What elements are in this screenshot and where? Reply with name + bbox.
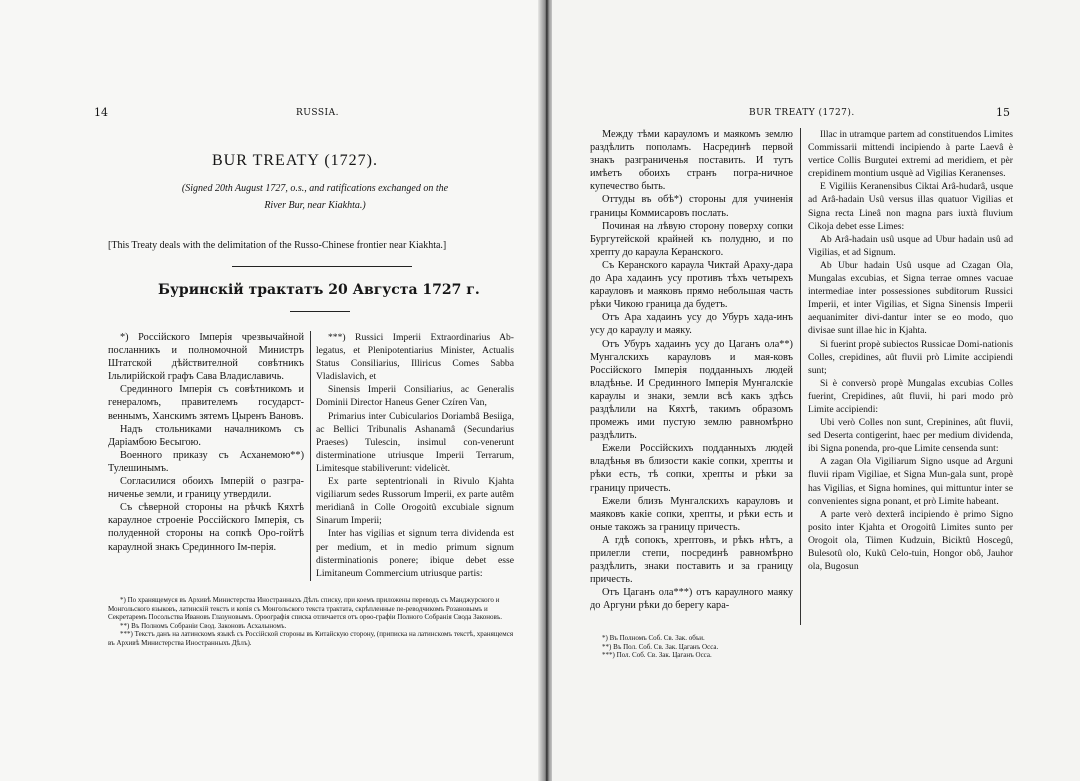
latin-column-right bbox=[808, 128, 1013, 573]
page-number-right: 15 bbox=[996, 106, 1010, 119]
footnotes-right bbox=[590, 634, 793, 660]
footnote: ***) Пол. Соб. Св. Зак. Цаганъ Осса. bbox=[602, 651, 712, 659]
russian-paragraph: Съ сѣверной стороны на рѣчкѣ Кяхтѣ караулное строеніе Россійского Імперія, съ полуденной стороны на сопкѣ Оро-гойтѣ караулной знакъ Срединного Ім-перія. bbox=[108, 502, 304, 553]
russian-paragraph: А гдѣ сопокъ, хрептовъ, и рѣкъ нѣтъ, а прилегли степи, посрединѣ равномѣрно раздѣлить, знаки поставить и за границу причесть. bbox=[590, 534, 793, 586]
footnote: *) По хранящемуся въ Архивѣ Министерства Иностранныхъ Дѣлъ списку, при коемъ приложены переводъ съ Манджурского и Монгольского языковъ, латинскій текстъ и копія съ Монгольского текста трактата, скрѣпленные пе-реводчикомъ Розановымъ и Секретаремъ Посольства Ивановъ Глазуновымъ. Орѳографія списка отличается отъ орѳо-графіи Полного Собранія Свода Законовъ. bbox=[108, 596, 503, 621]
footnote: **) Въ Пол. Соб. Св. Зак. Цаганъ Осса. bbox=[602, 642, 719, 651]
right-page bbox=[552, 0, 1080, 781]
latin-paragraph: Si fuerint propè subiectos Russicae Domi-nationis Colles, crepidines, aût fluvii prò Limite accipiendi sunt; bbox=[808, 338, 1013, 376]
short-rule bbox=[290, 311, 350, 312]
latin-paragraph: Illac in utramque partem ad constituendos Limites Commissarii mittendi incipiendo à parte Laevâ è vertice Collis Burgutei extremi ad meridiem, et pèr crepidinem montium usquè ad Vigilias Keranenses. bbox=[808, 129, 1013, 180]
russian-paragraph: Срединного Імперія съ совѣтникомъ и генераломъ, правителемъ государст-веннымъ, Ханскимъ зятемъ Цыренъ Вановъ. bbox=[108, 384, 304, 422]
latin-paragraph: A zagan Ola Vigiliarum Signo usque ad Arguni fluvii ripam Vigiliae, et Signa Mun-gala sunt, propè has Vigilias, et Signa homines, qui mittuntur inter se convenientes signa ponant, et prò Limite habeant. bbox=[808, 456, 1013, 507]
latin-paragraph: E Vigiliis Keranensibus Ciktai Arâ-hudarâ, usque ad Arâ-hadain Usû versus illas quatuor Vigilias et Signa recta Lineâ non magna pars iuxtà fluvium Cikoja debet esse Limes: bbox=[808, 181, 1013, 232]
bracket-note: [This Treaty deals with the delimitation of the Russo-Chinese frontier near Kiakhta.] bbox=[108, 240, 447, 251]
latin-column-left bbox=[316, 331, 514, 580]
title-rule bbox=[232, 266, 412, 267]
latin-paragraph: Ex parte septentrionali in Rivulo Kjahta vigiliarum sedes Russorum Imperii, ex parte autêm meridianâ in Colle Orogoitû excubiale signum Sinarum Imperii; bbox=[316, 476, 514, 527]
russian-column-right bbox=[590, 128, 793, 612]
footnote: **) Въ Полномъ Собраніи Свод. Законовъ Асхалыномъ. bbox=[120, 621, 287, 630]
latin-paragraph: ***) Russici Imperii Extraordinarius Ab-legatus, et Plenipotentiarius Minister, Actualis Status Consiliarius, Illiricus Comes Sabba Vladislavich, et bbox=[316, 332, 514, 383]
russian-paragraph: Надъ стольниками началникомъ съ Даріамбою Бесыгою. bbox=[108, 423, 304, 448]
latin-paragraph: Ab Arâ-hadain usû usque ad Ubur hadain usû ad Vigilias, et ad Signum. bbox=[808, 233, 1013, 258]
russian-title: Буринскій трактатъ 20 Августа 1727 г. bbox=[158, 282, 480, 298]
treaty-subtitle bbox=[120, 180, 510, 214]
latin-paragraph: Ab Ubur hadain Usû usque ad Czagan Ola, Mungalas excubias, et Signa terrae omnes vacuae intermediae inter possessiones subditorum Russici Imperii, et inter Vigilias, et Signa Sinensis Imperii aequanimiter divi-dantur inter se eo modo, quo divisae sunt illae hic in Kjahta. bbox=[808, 259, 1013, 337]
russian-paragraph: Ежели Россійскихъ подданныхъ людей владѣнья въ близости какіе сопки, хрепты и рѣки есть, тѣ сопки, хрепты и рѣки за границу причесть. bbox=[590, 443, 793, 494]
footnotes-left bbox=[108, 596, 514, 647]
column-divider-left bbox=[310, 331, 311, 581]
running-head-left: RUSSIA. bbox=[296, 108, 339, 118]
latin-paragraph: Si è conversò propè Mungalas excubias Colles fuerint, Crepidines, aût fluvii, hi pari modo prò Limite accipiendi: bbox=[808, 377, 1013, 415]
russian-paragraph: Оттуды въ обѣ*) стороны для учиненія границы Коммисаровъ послать. bbox=[590, 194, 793, 219]
russian-paragraph: *) Россійского Імперія чрезвычайной посланникъ и полномочной Министръ Штатской дѣйствителной совѣтникъ Ільлирійской графъ Сава Владиславичь. bbox=[108, 332, 304, 383]
russian-paragraph: Отъ Убуръ хадаинъ усу до Цаганъ ола**) Мунгалскихъ карауловъ и мая-ковъ Россійского Імперія подданныхъ людей владѣнье. И Срединного Імперія Мунгалскіе караулы и знаки, земли всѣ какъ здѣсь раздѣлили на Кяхтѣ, такимъ образомъ промежъ ими пустую землю равномѣрно раздѣлить. bbox=[590, 338, 793, 442]
russian-paragraph: Между тѣми карауломъ и маякомъ землю раздѣлить пополамъ. Насрединѣ первой знакъ разграниченья поставить. И тутъ имѣетъ обоихъ странъ погра-ничное купечество быть. bbox=[590, 129, 793, 193]
russian-paragraph: Отъ Цаганъ ола***) отъ караулного маяку до Аргуни рѣки до берегу кара- bbox=[590, 587, 793, 612]
latin-paragraph: Inter has vigilias et signum terra dividenda est per medium, et in medio primum signum disterminationis ponere; ibique debet esse Limitaneum Commercium utriusque partis: bbox=[316, 528, 514, 579]
latin-paragraph: Sinensis Imperii Consiliarius, ac Generalis Dominii Director Haneus Gener Czíren Van, bbox=[316, 384, 514, 409]
treaty-title: BUR TREATY (1727). bbox=[212, 152, 378, 169]
subtitle-line-2: River Bur, near Kiakhta.) bbox=[264, 200, 366, 211]
russian-paragraph: Ежели близъ Мунгалскихъ карауловъ и маяковъ какіе сопки, хрепты, и рѣки есть и оные такожъ за границу причесть. bbox=[590, 495, 793, 533]
footnote: ***) Текстъ данъ на латинскомъ языкѣ съ Россійской стороны въ Китайскую сторону, (приписка на латинскомъ текстѣ, хранящемся въ Архивѣ Министерства Иностранныхъ Дѣлъ). bbox=[108, 630, 514, 647]
latin-paragraph: A parte verò dexterâ incipiendo è primo Signo posito inter Kjahta et Orogoitû Limites sunto per Orogoit ola, Tiimen Kudzuin, Biciktû Hoscegû, Bulesotû olo, Kukû Celo-tuin, Hongor obô, Jauhor ola, Bugosun bbox=[808, 508, 1013, 573]
russian-paragraph: Военного приказу съ Асханемою**) Тулешинымъ. bbox=[108, 449, 304, 474]
russian-paragraph: Отъ Ара хадаинъ усу до Убуръ хада-инъ усу до караулу и маяку. bbox=[590, 312, 793, 337]
russian-paragraph: Починая на лѣвую сторону поверху сопки Бургутейской крайней къ полудню, и по хрепту до караула Керанского. bbox=[590, 220, 793, 258]
column-divider-right bbox=[800, 128, 801, 625]
latin-paragraph: Primarius inter Cubicularios Doriambâ Besiiga, ac Bellici Tribunalis Ashanamâ (Secundarius Praeses) Tulescin, insimul con-venerunt disterminatione utriusque Imperii Terrarum, Limitesque stabiliverunt: videlicèt. bbox=[316, 410, 514, 474]
page-number-left: 14 bbox=[94, 106, 108, 119]
russian-column-left bbox=[108, 331, 304, 554]
russian-paragraph: Съ Керанского караула Чиктай Араху-дара до Ара хадаинъ усу противъ тѣхъ четырехъ карауловъ и маяковъ прямо небольшая часть рѣки Чикою граница да будетъ. bbox=[590, 259, 793, 311]
footnote: *) Въ Полномъ Соб. Св. Зак. объи. bbox=[602, 634, 705, 642]
running-head-right: BUR TREATY (1727). bbox=[749, 108, 855, 118]
subtitle-line-1: (Signed 20th August 1727, o.s., and ratifications exchanged on the bbox=[181, 183, 449, 194]
russian-paragraph: Согласилися обоихъ Імперій о разгра-ниченье земли, и границу утвердили. bbox=[108, 476, 304, 501]
latin-paragraph: Ubi verò Colles non sunt, Crepinines, aût fluvii, sed Deserta contigerint, haec per medium dividenda, ibi Signa ponenda, pro-que Limite censenda sunt: bbox=[808, 417, 1013, 455]
